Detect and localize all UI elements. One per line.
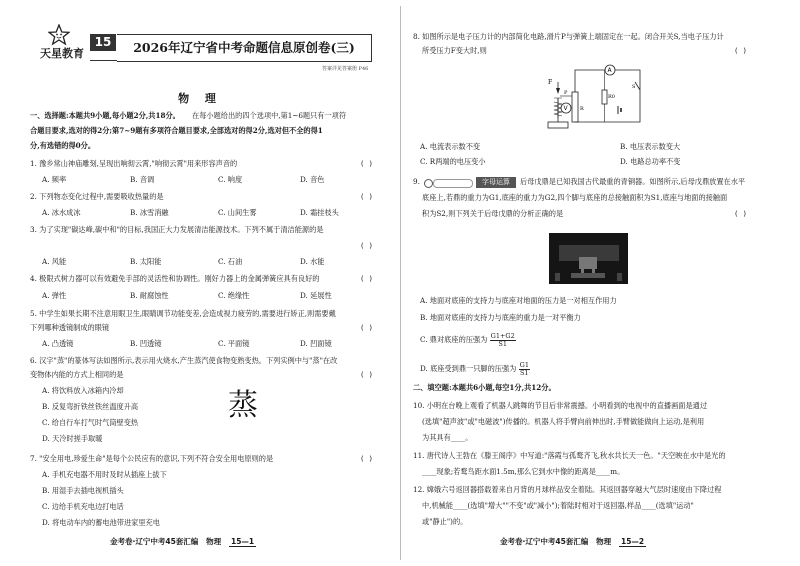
section1-intro: 在每小题给出的四个选项中,第1~6题只有一项符: [192, 111, 347, 120]
option: B. 音调: [130, 175, 155, 184]
footer-left: [110, 537, 256, 547]
section1-intro-3: 分,有选错的得0分。: [30, 141, 96, 150]
circuit-label-R: R: [580, 106, 584, 112]
option: A. 将饮料放入冰箱内冷却: [42, 386, 124, 395]
title-box: [117, 34, 372, 62]
footer-subject: 物理: [206, 537, 222, 546]
answer-paren: ( ): [360, 192, 373, 201]
circuit-label-S: S: [632, 84, 636, 90]
footer-page-number: 15—2: [620, 537, 645, 546]
question-9-stem-3: 积为S2,则下列关于后母戊鼎的分析正确的是: [422, 209, 564, 218]
question-12-line-1: 12. 嫦娥六号返回器搭载着来自月背的月球样品安全着陆。其返回器穿越大气层时速度由下降过程: [413, 485, 722, 494]
fraction-d-denominator: S1: [519, 368, 529, 377]
question-1-stem: 1. 豫乡常山神庙雕刻,呈现出响彻云霄,"响彻云霄"用来形容声音的: [30, 159, 238, 168]
pressure-gauge-circuit-diagram: [544, 62, 644, 134]
option: D. 水能: [300, 257, 325, 266]
option: A. 手机充电器不用时及时从插座上拔下: [42, 470, 167, 479]
footer-series: 金考卷·辽宁中考45套汇编: [110, 537, 199, 546]
option-d-text: D. 底座受到鼎一只脚的压强为: [420, 364, 517, 373]
answer-paren: ( ): [734, 46, 747, 55]
circuit-label-R0: R0: [608, 94, 615, 100]
question-12-line-2: 中,机械能____(选填"增大""不变"或"减小");着陆时相对于返回器,样品____(选填"运动": [422, 501, 694, 510]
option-c: [420, 333, 516, 347]
option: D. 音色: [300, 175, 325, 184]
audio-icon: [424, 179, 433, 188]
fraction-c: [490, 333, 516, 347]
option: A. 电流表示数不变: [420, 142, 481, 151]
answer-paren: ( ): [360, 454, 373, 463]
option: C. 给自行车打气时气筒壁变热: [42, 418, 139, 427]
question-11-line-1: 11. 唐代诗人王勃在《滕王阁序》中写道:"落霞与孤鹜齐飞,秋水共长天一色。"天空映在水中是光的: [413, 451, 726, 460]
section1-title: 一、选择题:本题共9小题,每小题2分,共18分。: [30, 111, 180, 120]
option: D. 电路总功率不变: [620, 157, 681, 166]
option: B. 冰雪消融: [130, 208, 169, 217]
footer-series: 金考卷·辽宁中考45套汇编: [500, 537, 589, 546]
circuit-label-A: A: [607, 67, 612, 74]
question-8-stem: 8. 如图所示是电子压力计的内部简化电路,滑片P与弹簧上端固定在一起。闭合开关S,当电子压力计: [413, 32, 724, 41]
option-c-text: C. 鼎对底座的压强为: [420, 335, 488, 344]
option: A. 频率: [42, 175, 67, 184]
footer-page-number: 15—1: [230, 537, 255, 546]
question-3-stem: 3. 为了实现"碳达峰,碳中和"的目标,我国正大力发展清洁能源技术。下列不属于清洁能源的是: [30, 225, 324, 234]
question-2-stem: 2. 下列物态变化过程中,需要吸收热量的是: [30, 192, 164, 201]
option: C. 边给手机充电边打电话: [42, 502, 124, 511]
option: C. R两端的电压变小: [420, 157, 486, 166]
fraction-d: [519, 362, 530, 376]
answer-paren: ( ): [360, 274, 373, 283]
brand-name: 天星教育: [40, 47, 84, 60]
option-d: [420, 362, 530, 376]
question-9-stem: 后母戊鼎是已知我国古代最重的青铜器。如图所示,后母戊鼎放置在水平: [520, 177, 746, 186]
answer-reference: 答案详见答案册 P46: [322, 66, 369, 72]
footer-right: [500, 537, 646, 547]
question-tag: 字母运算: [476, 177, 516, 188]
answer-paren: ( ): [360, 370, 373, 379]
option: C. 响度: [218, 175, 243, 184]
option: B. 反复弯折铁丝铁丝温度升高: [42, 402, 139, 411]
answer-paren: ( ): [360, 159, 373, 168]
question-4-stem: 4. 极限式树力器可以有效避免手部的灵活性和协调性。刚好力器上的金属弹簧应具有良好的: [30, 274, 320, 283]
question-6-stem-2: 变物体内能的方式上相同的是: [30, 370, 124, 379]
question-10-line-3: 为其具有____。: [422, 433, 473, 442]
option: D. 天冷时搓手取暖: [42, 434, 103, 443]
option: A. 风能: [42, 257, 67, 266]
option: A. 弹性: [42, 291, 67, 300]
paper-title: 2026年辽宁省中考命题信息原创卷(三): [133, 40, 355, 55]
star-logo-icon: [48, 24, 70, 46]
option: B. 地面对底座的支持力与底座的重力是一对平衡力: [420, 313, 581, 322]
question-5-stem-2: 下列哪种透镜制成的眼镜: [30, 323, 110, 332]
circuit-label-F: F: [548, 79, 553, 86]
option: D. 霜挂枝头: [300, 208, 339, 217]
option: B. 用湿手去插电视机插头: [42, 486, 124, 495]
option: B. 电压表示数变大: [620, 142, 681, 151]
question-6-stem: 6. 汉字"蒸"的篆体写法如图所示,表示用火烧水,产生蒸汽使食物变熟变热。下列实例中与"蒸"在改: [30, 356, 338, 365]
paper-number-badge: 15: [90, 34, 116, 51]
option: D. 延展性: [300, 291, 332, 300]
answer-paren: ( ): [360, 241, 373, 250]
seal-script-character: 蒸: [228, 388, 258, 423]
footer-subject: 物理: [596, 537, 612, 546]
subject-heading: 物 理: [178, 92, 222, 105]
question-5-stem: 5. 中学生如果长期不注意用眼卫生,眼睛调节功能变差,会造成视力疲劳的,需要进行矫正,则需要戴: [30, 309, 336, 318]
option: A. 冰水成冰: [42, 208, 81, 217]
question-7-stem: 7. "安全用电,珍爱生命"是每个公民应有的意识,下列不符合安全用电原则的是: [30, 454, 274, 463]
option: C. 平面镜: [218, 339, 250, 348]
option: C. 山间生雾: [218, 208, 257, 217]
title-underline: [90, 51, 117, 61]
option: D. 将电动车内的蓄电池带进家里充电: [42, 518, 160, 527]
option: C. 绝缘性: [218, 291, 250, 300]
question-12-line-3: 或"静止")的。: [422, 517, 468, 526]
question-8-stem-2: 所受压力F变大时,则: [422, 46, 487, 55]
progress-bar-icon: [433, 179, 473, 188]
section2-title: 二、填空题:本题共6小题,每空1分,共12分。: [413, 383, 556, 392]
bronze-ding-photo: [549, 233, 628, 284]
question-10-line-2: (选填"超声波"或"电磁波")传播的。机器人将手臂向前伸出时,手臂做能做向上运动,是利用: [422, 417, 705, 426]
section1-intro-2: 合题目要求,选对的得2分;第7~9题有多项符合题目要求,全部选对的得2分,选对但不全的得1: [30, 126, 323, 135]
option: A. 凸透镜: [42, 339, 74, 348]
answer-paren: ( ): [734, 209, 747, 218]
circuit-label-P: P: [564, 90, 568, 96]
right-page: [400, 0, 800, 566]
question-9-number: 9.: [413, 177, 420, 186]
option: A. 地面对底座的支持力与底座对地面的压力是一对相互作用力: [420, 296, 617, 305]
fraction-c-denominator: S1: [498, 339, 507, 348]
option: B. 耐腐蚀性: [130, 291, 169, 300]
question-10-line-1: 10. 小明在台晚上观看了机器人跳舞的节目后非常震撼。小明看到的电视中的直播画面是通过: [413, 401, 708, 410]
question-11-line-2: ____现象;若鹜鸟距水面1.5m,那么它到水中像的距离是____m。: [422, 467, 625, 476]
option: C. 石油: [218, 257, 243, 266]
answer-paren: ( ): [360, 323, 373, 332]
option: D. 凹面镜: [300, 339, 332, 348]
fraction-d-numerator: G1: [519, 361, 529, 369]
question-9-stem-2: 底座上,若鼎的重力为G1,底座的重力为G2,四个脚与底座的总接触面积为S1,底座与地面的接触面: [422, 193, 728, 202]
option: B. 太阳能: [130, 257, 162, 266]
circuit-label-V: V: [563, 105, 568, 112]
fraction-c-numerator: G1+G2: [490, 332, 515, 340]
option: B. 凹透镜: [130, 339, 162, 348]
